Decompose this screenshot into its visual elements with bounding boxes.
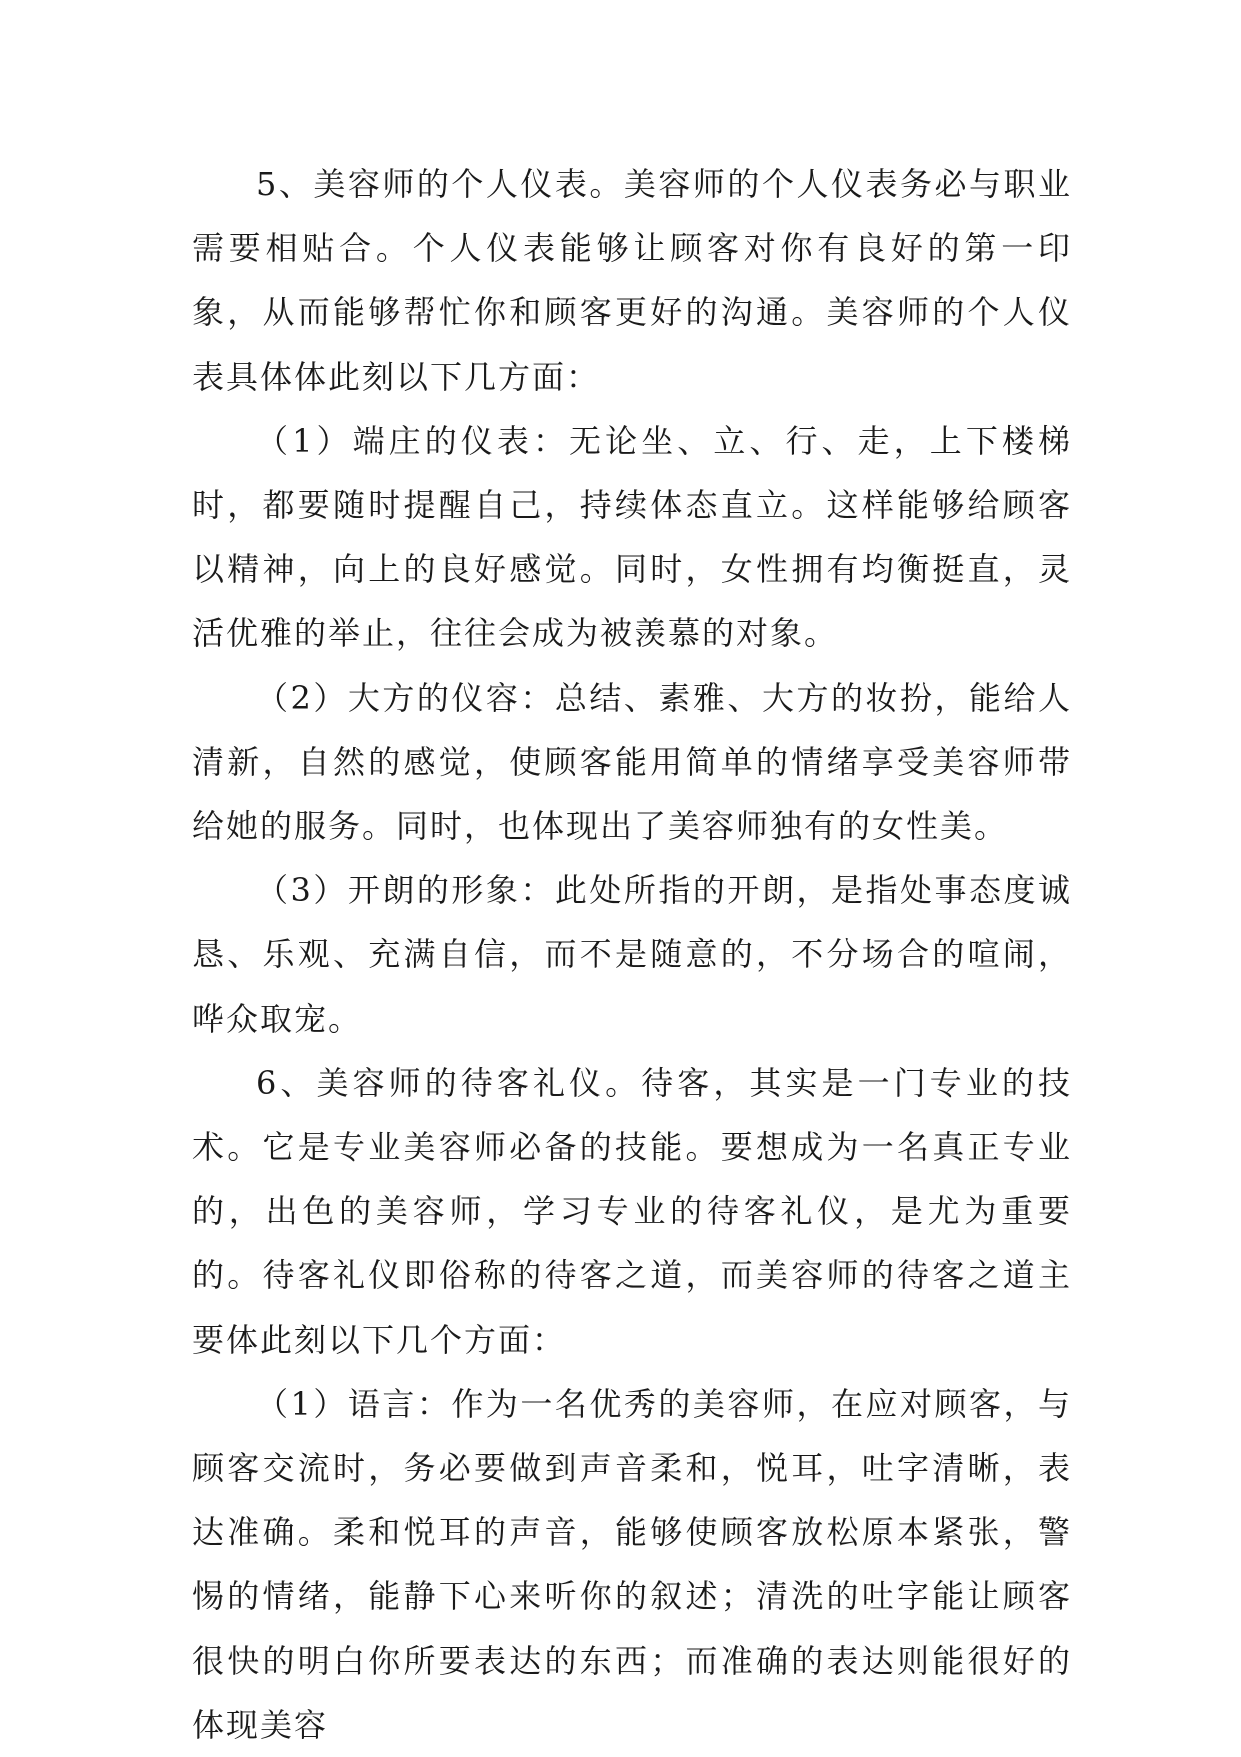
paragraph-language: （1）语言：作为一名优秀的美容师，在应对顾客，与顾客交流时，务必要做到声音柔和，悦耳，吐字清晰，表达准确。柔和悦耳的声音，能够使顾客放松原本紧张，警惕的情绪，能静下心来听你的叙述；清洗的吐字能让顾客很快的明白你所要表达的东西；而准确的表达则能很好的体现美容	[192, 1384, 1072, 1744]
paragraph-dignified-appearance: （1）端庄的仪表：无论坐、立、行、走，上下楼梯时，都要随时提醒自己，持续体态直立。这样能够给顾客以精神，向上的良好感觉。同时，女性拥有均衡挺直，灵活优雅的举止，往往会成为被羡慕的对象。	[192, 421, 1072, 653]
body-text	[192, 152, 1072, 1757]
paragraph-graceful-grooming: （2）大方的仪容：总结、素雅、大方的妆扮，能给人清新，自然的感觉，使顾客能用简单的情绪享受美容师带给她的服务。同时，也体现出了美容师独有的女性美。	[192, 678, 1072, 846]
paragraph-cheerful-image: （3）开朗的形象：此处所指的开朗，是指处事态度诚恳、乐观、充满自信，而不是随意的，不分场合的喧闹，哗众取宠。	[192, 871, 1072, 1038]
paragraph-reception-etiquette: 6、美容师的待客礼仪。待客，其实是一门专业的技术。它是专业美容师必备的技能。要想成为一名真正专业的，出色的美容师，学习专业的待客礼仪，是尤为重要的。待客礼仪即俗称的待客之道，而美容师的待客之道主要体此刻以下几个方面：	[192, 1063, 1072, 1359]
paragraph-appearance-intro: 5、美容师的个人仪表。美容师的个人仪表务必与职业需要相贴合。个人仪表能够让顾客对你有良好的第一印象，从而能够帮忙你和顾客更好的沟通。美容师的个人仪表具体体此刻以下几方面：	[192, 165, 1072, 396]
